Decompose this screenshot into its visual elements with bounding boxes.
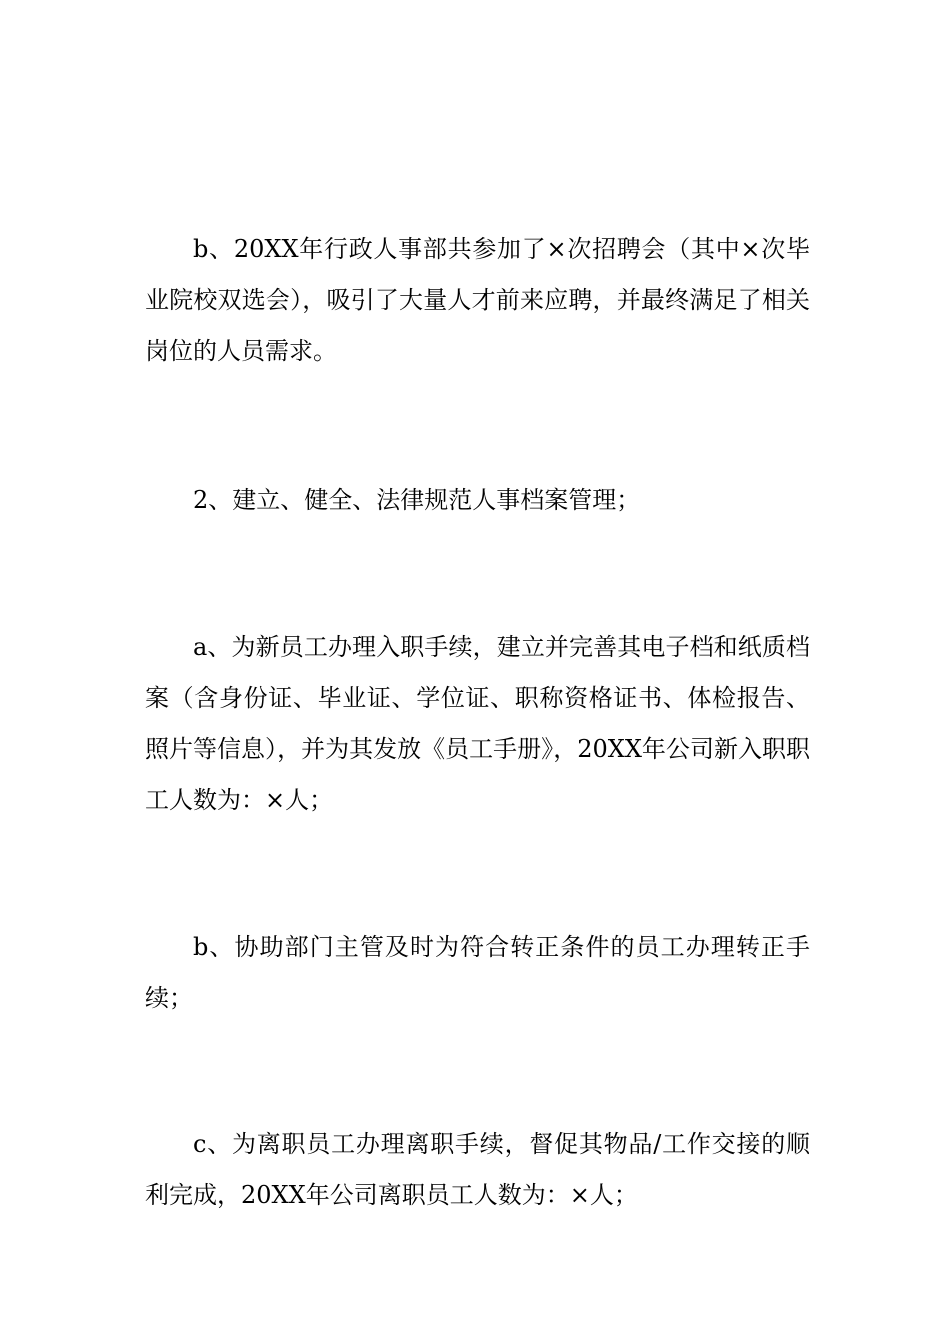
paragraph-probation-confirmation: b、协助部门主管及时为符合转正条件的员工办理转正手续； bbox=[145, 933, 810, 1012]
paragraph-resignation: c、为离职员工办理离职手续，督促其物品/工作交接的顺利完成，20XX年公司离职员工人数为：×人； bbox=[145, 1130, 810, 1209]
paragraph-recruitment-fairs: b、20XX年行政人事部共参加了×次招聘会（其中×次毕业院校双选会），吸引了大量人才前来应聘，并最终满足了相关岗位的人员需求。 bbox=[145, 235, 810, 365]
paragraph-section-heading-archives: 2、建立、健全、法律规范人事档案管理； bbox=[193, 486, 641, 514]
paragraph-onboarding: a、为新员工办理入职手续，建立并完善其电子档和纸质档案（含身份证、毕业证、学位证、职称资格证书、体检报告、照片等信息），并为其发放《员工手册》，20XX年公司新入职职工人数为：×人； bbox=[145, 633, 810, 814]
